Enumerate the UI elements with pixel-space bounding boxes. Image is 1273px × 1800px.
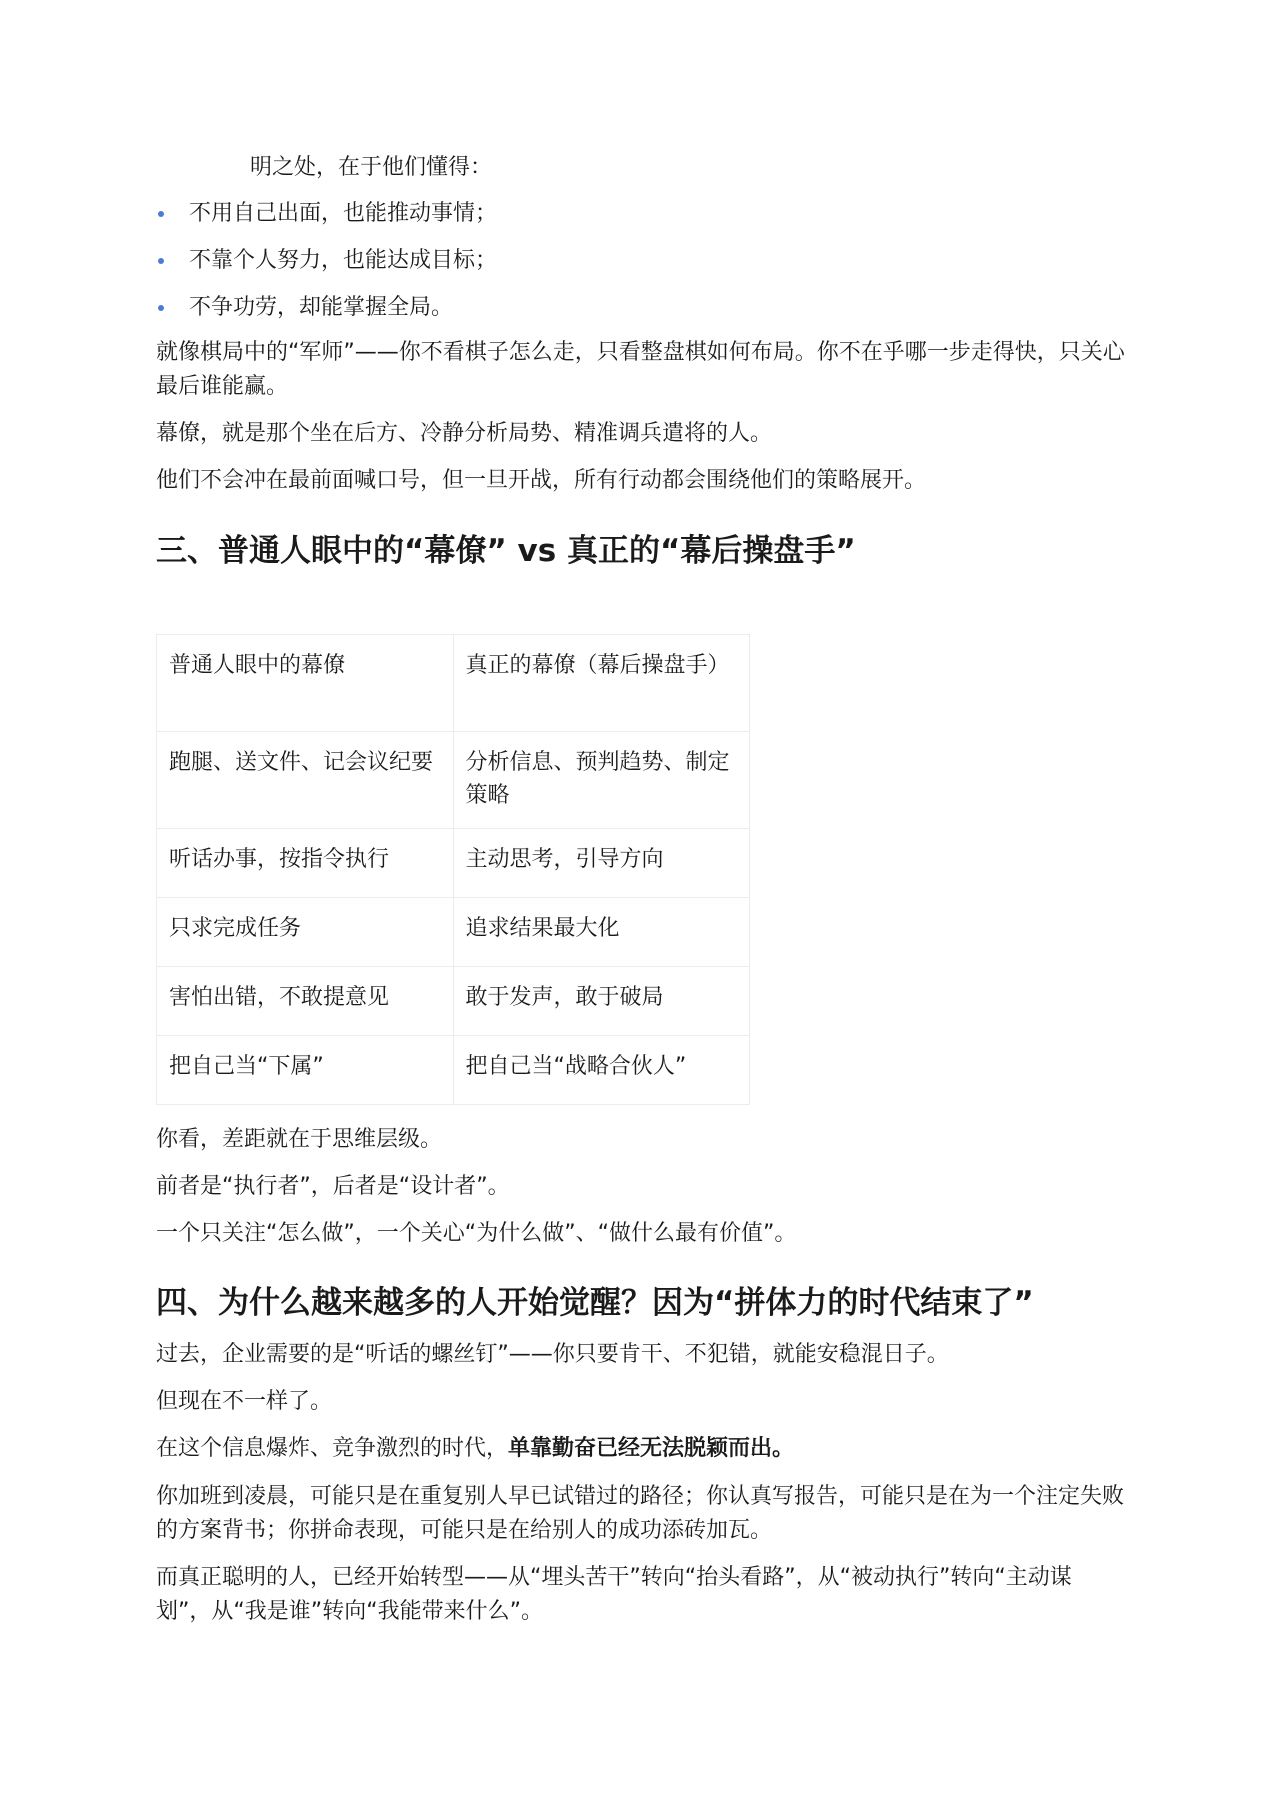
table-cell: 害怕出错，不敢提意见 <box>157 967 454 1036</box>
paragraph: 但现在不一样了。 <box>156 1389 333 1414</box>
intro-line: 明之处，在于他们懂得： <box>250 155 493 180</box>
table-row <box>157 1036 750 1105</box>
paragraph: 过去，企业需要的是“听话的螺丝钉”——你只要肯干、不犯错，就能安稳混日子。 <box>156 1342 949 1367</box>
section-heading: 三、普通人眼中的“幕僚” vs 真正的“幕后操盘手” <box>156 533 856 569</box>
list-item-text: 不用自己出面，也能推动事情； <box>189 201 498 226</box>
paragraph: 他们不会冲在最前面喊口号，但一旦开战，所有行动都会围绕他们的策略展开。 <box>156 468 927 493</box>
bullet-dot-icon <box>158 305 164 311</box>
table-row <box>157 732 750 829</box>
paragraph-text: 在这个信息爆炸、竞争激烈的时代， <box>156 1436 509 1461</box>
list-item-text: 不靠个人努力，也能达成目标； <box>189 248 498 273</box>
table-cell: 追求结果最大化 <box>453 898 750 967</box>
table-cell: 跑腿、送文件、记会议纪要 <box>157 732 454 829</box>
paragraph: 而真正聪明的人，已经开始转型——从“埋头苦干”转向“抬头看路”，从“被动执行”转向“主动谋划”，从“我是谁”转向“我能带来什么”。 <box>156 1565 1072 1624</box>
table-cell: 真正的幕僚（幕后操盘手） <box>453 635 750 732</box>
table-row <box>157 967 750 1036</box>
paragraph: 一个只关注“怎么做”，一个关心“为什么做”、“做什么最有价值”。 <box>156 1221 797 1246</box>
list-item <box>156 244 497 278</box>
table-cell: 听话办事，按指令执行 <box>157 829 454 898</box>
table-row <box>157 635 750 732</box>
bullet-dot-icon <box>158 258 164 264</box>
paragraph: 前者是“执行者”，后者是“设计者”。 <box>156 1174 510 1199</box>
table-cell: 把自己当“下属” <box>157 1036 454 1105</box>
table-row <box>157 898 750 967</box>
list-item-text: 不争功劳，却能掌握全局。 <box>189 295 454 320</box>
table-cell: 敢于发声，敢于破局 <box>453 967 750 1036</box>
table-row <box>157 829 750 898</box>
emphasis-text: 单靠勤奋已经无法脱颖而出。 <box>508 1436 795 1461</box>
table-cell: 主动思考，引导方向 <box>453 829 750 898</box>
comparison-table <box>156 634 750 1105</box>
paragraph: 幕僚，就是那个坐在后方、冷静分析局势、精准调兵遣将的人。 <box>156 421 773 446</box>
list-item <box>156 197 497 231</box>
table-cell: 只求完成任务 <box>157 898 454 967</box>
paragraph: 你加班到凌晨，可能只是在重复别人早已试错过的路径；你认真写报告，可能只是在为一个注定失败的方案背书；你拼命表现，可能只是在给别人的成功添砖加瓦。 <box>156 1484 1125 1543</box>
paragraph: 就像棋局中的“军师”——你不看棋子怎么走，只看整盘棋如何布局。你不在乎哪一步走得快，只关心最后谁能赢。 <box>156 340 1125 399</box>
section-heading: 四、为什么越来越多的人开始觉醒？因为“拼体力的时代结束了” <box>156 1285 1034 1321</box>
table-cell: 分析信息、预判趋势、制定策略 <box>453 732 750 829</box>
table-cell: 把自己当“战略合伙人” <box>453 1036 750 1105</box>
table-cell: 普通人眼中的幕僚 <box>157 635 454 732</box>
bullet-dot-icon <box>158 211 164 217</box>
paragraph: 你看，差距就在于思维层级。 <box>156 1127 443 1152</box>
list-item <box>156 291 453 325</box>
paragraph <box>156 1432 794 1466</box>
